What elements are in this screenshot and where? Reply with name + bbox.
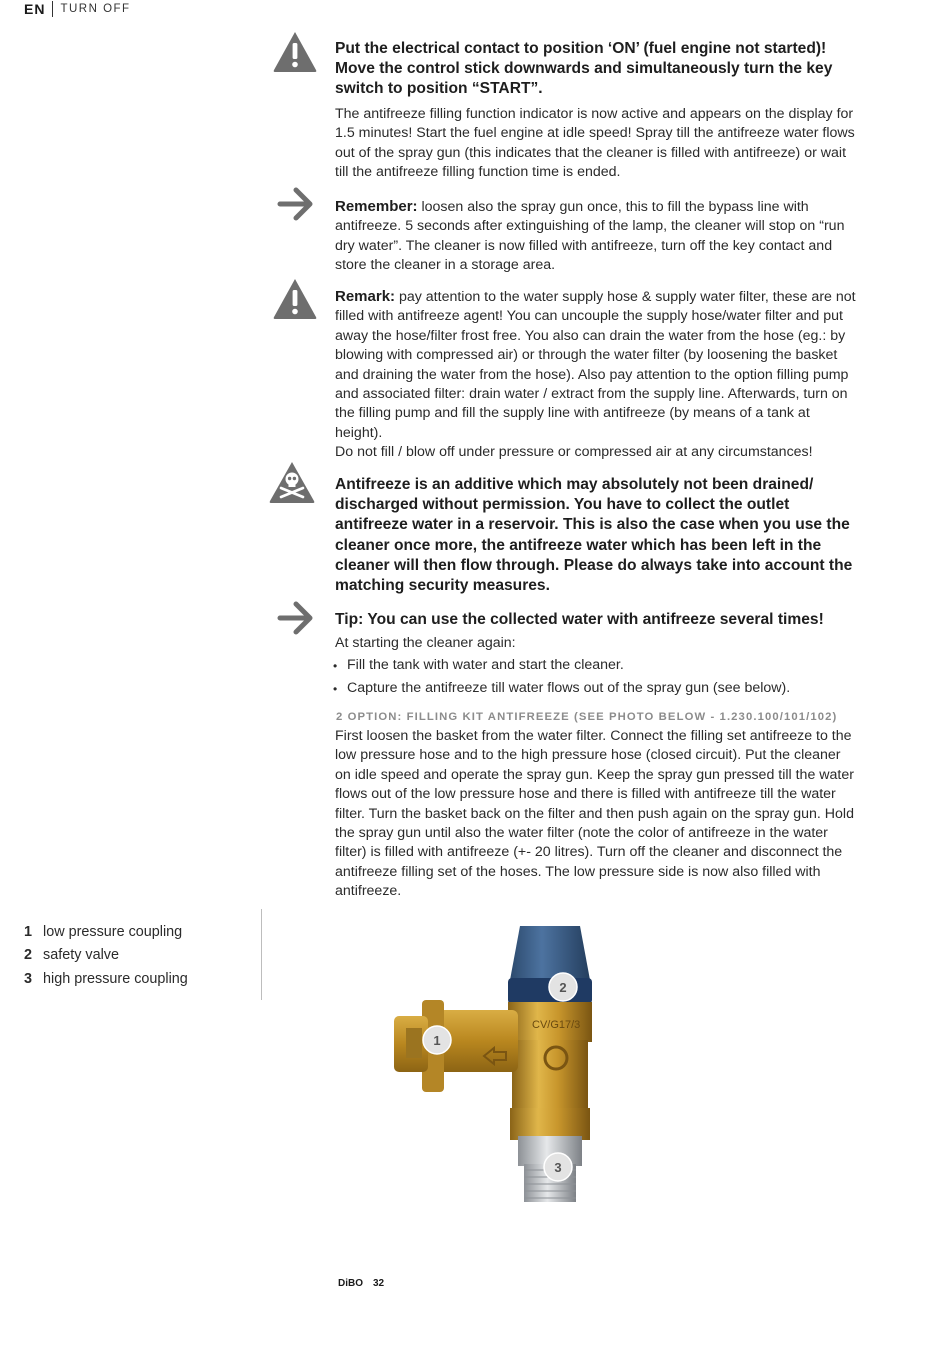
filling-kit-photo: [386, 918, 606, 1208]
photo-legend: [24, 920, 254, 991]
list-item: [333, 657, 858, 680]
marker-1: 1: [433, 1033, 441, 1048]
remember-paragraph: [335, 197, 860, 276]
header-divider: [52, 1, 53, 17]
remember-label: Remember:: [335, 198, 418, 215]
legend-divider: [261, 909, 262, 1000]
page-number: 32: [373, 1278, 385, 1289]
legend-label: safety valve: [43, 947, 119, 964]
tip-intro-text: At starting the cleaner again:: [335, 635, 516, 651]
arrow-right-icon: [274, 181, 316, 227]
page-footer: [338, 1278, 394, 1289]
legend-number: 2: [24, 947, 33, 964]
legend-label: low pressure coupling: [43, 923, 183, 940]
skull-crossbones-icon: [268, 460, 316, 504]
section-2-text: First loosen the basket from the water filter. Connect the filling set antifreeze to the low pressure hose and to the high pressure hose (closed circuit). Put the cleaner on idle speed and operate the spray gun. Keep the spray gun pressed till the water flows out of the low pressure hose and there is filled with antifreeze till the water filter. Turn the basket back on the filter and then push again on the spray gun. Hold the spray gun until also the water filter (note the color of antifreeze in the water filter) is filled with antifreeze (+- 20 litres). Turn off the cleaner and disconnect the antifreeze filling set of the hoses. The low pressure side is now also filled with antifreeze.: [335, 728, 854, 900]
brand-name: DiBO: [338, 1278, 363, 1289]
remember-text: loosen also the spray gun once, this to fill the bypass line with antifreeze. 5 seconds after extinguishing of the lamp, the cleaner will stop on “run dry water”. The cleaner is now filled with antifreeze, turn off the key contact and store the cleaner in a storage area.: [335, 199, 845, 274]
section-title: TURN OFF: [60, 3, 131, 15]
legend-number: 3: [24, 970, 33, 987]
antifreeze-warning-heading: Antifreeze is an additive which may absolutely not been drained/ discharged without permission. You have to collect the outlet antifreeze water in a reservoir. This is also the case when you use the cleaner once more, the antifreeze water which has been left in the cleaner will then flow through. Please do always take into account the matching security measures.: [335, 476, 853, 595]
marker-2: 2: [559, 980, 567, 995]
warning-triangle-icon: [272, 276, 318, 322]
legend-item: [24, 967, 254, 991]
tip-bullet-list: [333, 657, 858, 702]
legend-number: 1: [24, 923, 33, 940]
instruction-heading-1: Put the electrical contact to position ‘ON’ (fuel engine not started)! Move the control stick downwards and simultaneously turn the key switch to position “START”.: [335, 40, 833, 98]
warning-triangle-icon: [272, 29, 318, 75]
list-item-text: Capture the antifreeze till water flows out of the spray gun (see below).: [347, 679, 791, 696]
remark-text-warning: Do not fill / blow off under pressure or compressed air at any circumstances!: [335, 444, 813, 461]
instruction-text-1: The antifreeze filling function indicator is now active and appears on the display for 1.5 minutes! Start the fuel engine at idle speed! Spray till the antifreeze water flows out of the spray gun (this indicates that the cleaner is filled with antifreeze) or wait till the antifreeze filling function time is ended.: [335, 106, 855, 181]
page-header: [24, 0, 131, 18]
legend-item: [24, 944, 254, 968]
remark-text: pay attention to the water supply hose & supply water filter, these are not filled with antifreeze agent! You can uncouple the supply hose/water filter and put away the hose/filter frost free. You also can drain the water from the hose (eg.: by blowing with compressed air) or through the water filter (by loosening the basket and draining the water from the hose). Also pay attention to the option filling pump and associated filter: drain water / extract from the supply line. Afterwards, turn on the filling pump and fill the supply line with antifreeze (by means of a tank at height).: [335, 289, 856, 441]
marker-3: 3: [554, 1160, 562, 1175]
remark-label: Remark:: [335, 288, 396, 305]
language-code: EN: [24, 1, 46, 17]
list-item: [333, 680, 858, 703]
section-2-heading: 2 OPTION: FILLING KIT ANTIFREEZE (SEE PHOTO BELOW - 1.230.100/101/102): [336, 711, 838, 723]
legend-label: high pressure coupling: [43, 970, 188, 987]
bullet-icon: •: [333, 659, 338, 673]
remark-paragraph: [335, 287, 860, 463]
arrow-right-icon: [274, 595, 316, 641]
valve-marking: CV/G17/3: [532, 1019, 581, 1031]
tip-heading: Tip: You can use the collected water with antifreeze several times!: [335, 611, 824, 628]
list-item-text: Fill the tank with water and start the cleaner.: [347, 657, 624, 673]
legend-item: [24, 920, 254, 944]
bullet-icon: •: [333, 681, 338, 696]
